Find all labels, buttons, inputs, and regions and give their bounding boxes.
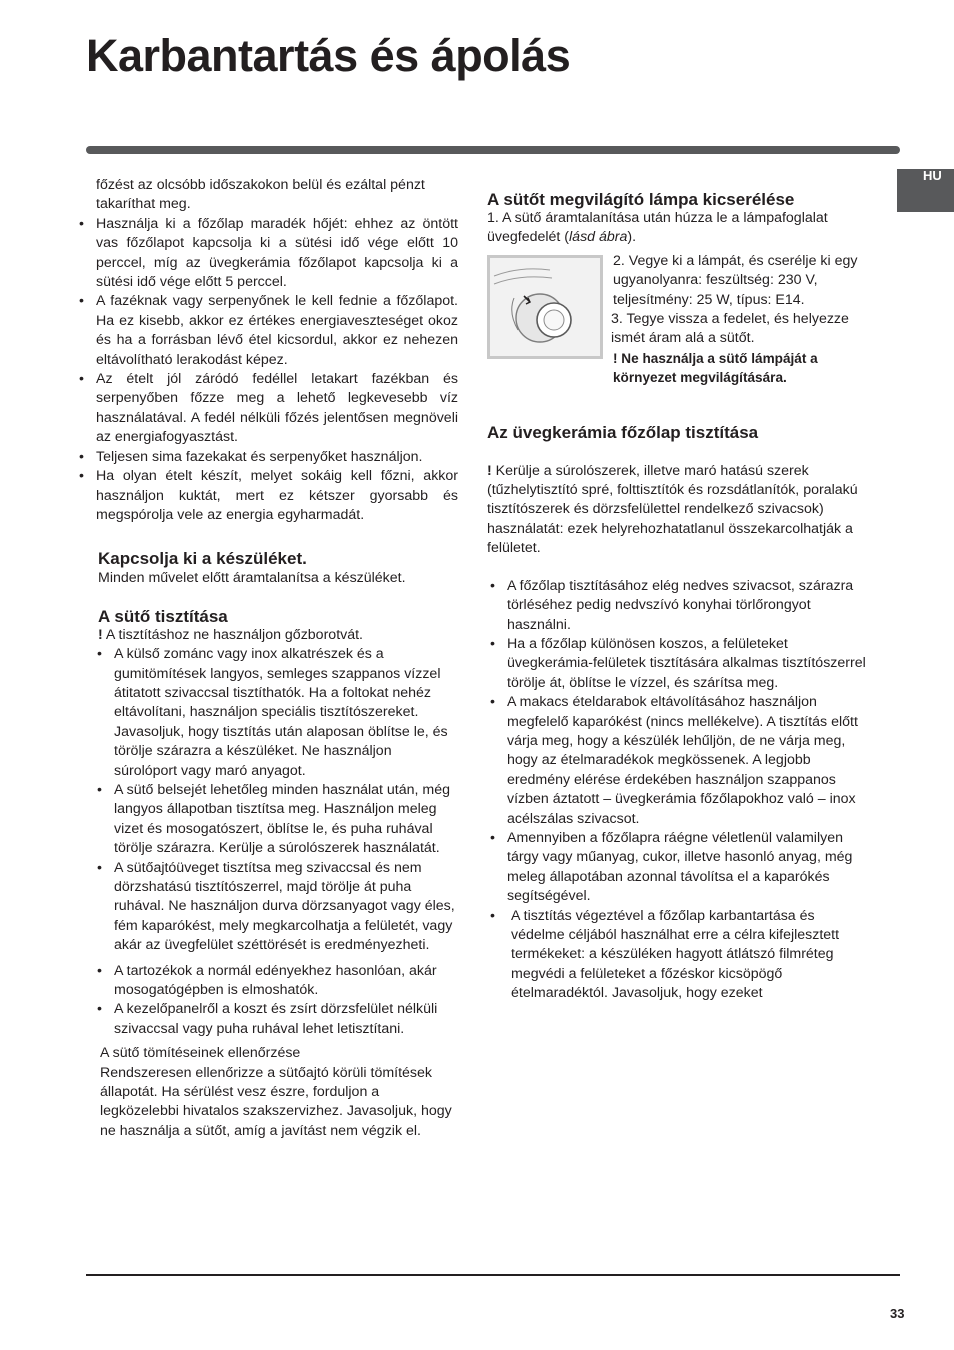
title-rule	[86, 146, 900, 154]
warning-text: Kerülje a súrolószerek, illetve maró hatású szerek (tűzhelytisztító spré, folttisztítók és rozsdátlanítók, poralakú tisztítószerek és dörzsfelülettel rendelkező szivacsok) használatát: ezek helyrehozhatatlanul összekarcolhatják a felületet.	[487, 462, 858, 557]
footer-rule	[86, 1274, 900, 1276]
section-heading: A sütőt megvilágító lámpa kicserélése	[487, 190, 795, 209]
lamp-illustration	[487, 255, 603, 359]
list-item: • A kezelőpanelről a koszt és zsírt dörzsfelület nélküli szivaccsal vagy puha ruhával lehet letisztítani.	[94, 1000, 458, 1039]
oven-cleaning-list	[76, 645, 458, 1039]
lamp-step-3: 3. Tegye vissza a fedelet, és helyezze ismét áram alá a sütőt.	[611, 311, 849, 347]
lamp-steps	[613, 252, 869, 388]
list-item: • Az ételt jól záródó fedéllel letakart fazékban és serpenyőben főzze meg a lehető legkevesebb víz használatával. A fedél nélküli főzés jelentősen megnöveli az energiafogyasztást.	[76, 370, 458, 448]
list-item: • A fazéknak vagy serpenyőnek le kell fednie a főzőlapot. Ha ez kisebb, akkor ez értékes energiaveszteséget okoz és ha a forrásban lévő étel kicsordul, akkor ez nehezen eltávolítható lerakodást képez.	[76, 292, 458, 370]
language-tab	[897, 169, 954, 212]
section-heading: A sütő tisztítása	[98, 606, 228, 626]
section-text: Minden művelet előtt áramtalanítsa a készüléket.	[98, 570, 406, 587]
lamp-figure-row	[487, 252, 869, 388]
glass-cleaning-list	[487, 577, 869, 1004]
oven-lamp-icon	[490, 258, 600, 356]
seals-heading: A sütő tömítéseinek ellenőrzése	[100, 1045, 301, 1062]
warning-mark: !	[98, 626, 103, 643]
switch-off-section	[76, 548, 458, 588]
list-item: • A külső zománc vagy inox alkatrészek és a gumitömítések langyos, semleges szappanos vízzel átitatott szivaccsal tisztíthatók. Ha a foltokat nehéz eltávolítani, használjon speciális tisztítószereket. Javasoljuk, hogy tisztítás után alaposan öblítse le, és törölje szárazra a készüléket. Ne használjon súrolóport vagy maró anyagot.	[94, 645, 458, 781]
list-item: • A tisztítás végeztével a főzőlap karbantartása és védelme céljából használhat erre a célra kifejlesztett termékeket: a készüléken hagyott átlátszó filmréteg megvédi a felületeket a főzéskor kicsöpögő ételmaradéktól. Javasoljuk, hogy ezeket	[487, 907, 869, 1004]
seals-section	[76, 1044, 458, 1141]
intro-text: főzést az olcsóbb időszakokon belül és ezáltal pénzt takaríthat meg.	[96, 177, 425, 213]
seals-text: Rendszeresen ellenőrizze a sütőajtó körüli tömítések állapotát. Ha sérülést vesz észre, forduljon a legközelebbi hivatalos szakszervizhez. Javasoljuk, hogy ne használja a sütőt, amíg a javítást nem végzik el.	[100, 1064, 452, 1139]
list-item: • Ha a főzőlap különösen koszos, a felületeket üvegkerámia-felületek tisztítására alkalmas tisztítószerrel törölje át, öblítse le vízzel, és szárítsa meg.	[487, 635, 869, 693]
energy-tips-list	[76, 215, 458, 526]
lamp-warning: ! Ne használja a sütő lámpáját a környezet megvilágítására.	[613, 350, 818, 386]
lamp-step-2: 2. Vegye ki a lámpát, és cserélje ki egy ugyanolyanra: feszültség: 230 V, teljesítmény: 25 W, típus: E14.	[613, 252, 858, 308]
list-item: • Használja ki a főzőlap maradék hőjét: ehhez az öntött vas főzőlapot kapcsolja ki a sütési idő vége előtt 10 perccel, míg az üvegkerámia főzőlapot kapcsolja ki a sütési idő vége előtt 5 perccel.	[76, 215, 458, 293]
warning-mark: !	[487, 462, 492, 479]
list-item: • Amennyiben a főzőlapra ráégne véletlenül valamilyen tárgy vagy műanyag, cukor, illetve hasonló anyag, még meleg állapotában azonnal távolítsa el a kaparókés segítségével.	[487, 829, 869, 907]
section-heading: Kapcsolja ki a készüléket.	[98, 549, 307, 569]
list-item: • A főzőlap tisztításához elég nedves szivacsot, szárazra törléséhez pedig nedvszívó konyhai törlőrongyot használni.	[487, 577, 869, 635]
list-item: • A makacs ételdarabok eltávolításához használjon megfelelő kaparókést (nincs mellékelve). A tisztítás előtt várja meg, hogy a készülék lehűljön, de ne várja meg, hogy az ételmaradékok megkössenek. A legjobb eredmény elérése érdekében használjon szappanos vízben áztatott – üvegkerámia főzőlapokhoz való – inox acélszálas szivacsot.	[487, 693, 869, 829]
list-item: • A sütő belsejét lehetőleg minden használat után, még langyos állapotban tisztítsa meg. Használjon meleg vizet és mosogatószert, öblítse le, és puha ruhával törölje szárazra. Kerülje a súrolószerek használatát.	[94, 781, 458, 859]
right-column	[487, 189, 869, 1004]
page-title: Karbantartás és ápolás	[86, 30, 571, 81]
language-label: HU	[923, 168, 942, 183]
list-item: • A sütőajtóüveget tisztítsa meg szivaccsal és nem dörzshatású tisztítószerrel, majd törölje át puha ruhával. Ne használjon durva dörzsanyagot vagy éles, fém kaparókést, mely megkarcolhatja a felületét, vagy akár az üvegfelület széttörését is eredményezheti.	[94, 859, 458, 956]
lamp-step-1: 1. A sütő áramtalanítása után húzza le a lámpafoglalat üvegfedelét (lásd ábra).	[487, 210, 828, 246]
oven-cleaning-section	[76, 606, 458, 645]
list-item: • A tartozékok a normál edényekhez hasonlóan, akár mosogatógépben is elmoshatók.	[94, 962, 458, 1001]
page-number: 33	[890, 1306, 905, 1321]
list-item: • Teljesen sima fazekakat és serpenyőket használjon.	[76, 448, 458, 467]
left-column	[76, 176, 458, 1141]
section-heading: Az üvegkerámia főzőlap tisztítása	[487, 422, 759, 442]
warning-text: A tisztításhoz ne használjon gőzborotvát.	[102, 626, 363, 643]
list-item: • Ha olyan ételt készít, melyet sokáig kell főzni, akkor használjon kuktát, mert ez kétszer gyorsabb és megspórolja vele az energia egyharmadát.	[76, 467, 458, 525]
